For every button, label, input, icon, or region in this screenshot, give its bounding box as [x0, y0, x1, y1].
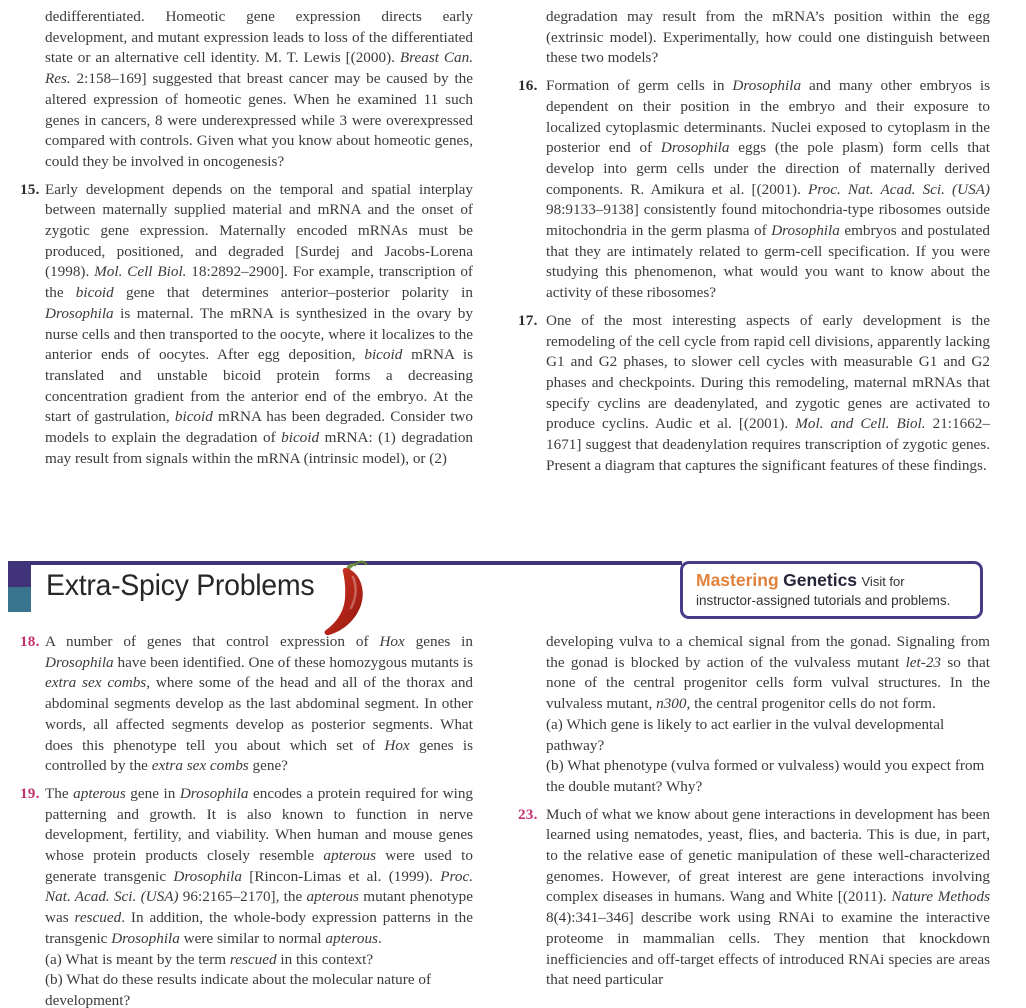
problem-15: [20, 180, 473, 470]
sub-question-b: (b) What phenotype (vulva formed or vulvaless) would you expect from the double mutant? Why?: [546, 757, 985, 795]
problem-text: degradation may result from the mRNA’s position within the egg (extrinsic model). Experimentally, how could one distinguish between these two models?: [546, 8, 990, 67]
mastering-brand-word-2: Genetics: [783, 570, 858, 590]
mastering-brand-word-1: Mastering: [696, 570, 779, 590]
problem-text: Much of what we know about gene interactions in development has been learned using nematodes, yeast, flies, and bacteria. This is due, in part, to the relative ease of genetic manipulation of these well-characterized genomes. However, of great interest are gene interactions involving complex diseases in humans. Wang and White [(2011). Nature Methods 8(4):341–346] describe work using RNAi to examine the interactive proteome in mammalian cells. They mention that knockdown inefficiencies and off-target effects of introduced RNAi species are areas that need particular: [546, 805, 990, 989]
problem-17: [518, 311, 990, 477]
sub-question-b: (b) What do these results indicate about the molecular nature of development?: [45, 971, 432, 1008]
problem-15-continuation: [518, 7, 990, 69]
problem-text: Early development depends on the temporal and spatial interplay between maternally supplied material and mRNA and the onset of zygotic gene expression. Maternally encoded mRNAs must be produced, positioned, and degraded [Surdej and Jacobs-Lorena (1998). Mol. Cell Biol. 18:2892–2900]. For example, transcription of the bicoid gene that determines anterior–posterior polarity in Drosophila is maternal. The mRNA is synthesized in the ovary by nurse cells and then transported to the oocyte, where it localizes to the anterior ends of oocytes. After egg deposition, bicoid mRNA is translated and unstable bicoid protein forms a decreasing concentration gradient from the anterior end of the embryo. At the start of gastrulation, bicoid mRNA has been degraded. Consider two models to explain the degradation of bicoid mRNA: (1) degradation may result from signals within the mRNA (intrinsic model), or (2): [45, 180, 474, 467]
bottom-left-column: [20, 632, 473, 1008]
problem-14-continuation: [20, 7, 473, 173]
problem-number: 19.: [20, 784, 40, 802]
problem-18: [20, 632, 473, 777]
problem-19: [20, 784, 473, 1008]
problem-16: [518, 76, 990, 304]
problem-number: 18.: [20, 633, 40, 650]
problem-text: A number of genes that control expression of Hox genes in Drosophila have been identified. One of these homozygous mutants is extra sex combs, where some of the head and all of the thorax and abdominal segments develop as the last abdominal segment. In other words, all affected segments develop as posterior segments. What does this phenotype tell you about which set of Hox genes is controlled by the extra sex combs gene?: [45, 633, 474, 775]
problems-section-top: [20, 7, 990, 476]
problems-section-extra-spicy: [20, 632, 990, 1008]
sub-question-a: (a) Which gene is likely to act earlier in the vulval developmental pathway?: [546, 715, 945, 754]
mastering-genetics-box: [680, 561, 983, 619]
problem-text: One of the most interesting aspects of early development is the remodeling of the cell cycle from rapid cell divisions, apparently lacking G1 and G2 phases, to slower cell cycles with measurable G1 and G2 phases and checkpoints. During this remodeling, maternal mRNAs that specify cyclins are deadenylated, and zygotic genes are activated to produce cyclins. Audic et al. [(2001). Mol. and Cell. Biol. 21:1662–1671] suggest that deadenylation requires transcription of zygotic genes. Present a diagram that captures the significant features of these findings.: [546, 311, 990, 474]
chili-pepper-icon: [320, 560, 374, 636]
section-title: Extra-Spicy Problems: [46, 569, 315, 602]
problem-number: 17.: [518, 311, 538, 329]
top-right-column: [518, 7, 990, 476]
problem-22-continuation: [518, 632, 990, 798]
problem-number: 15.: [20, 180, 40, 198]
header-square-teal: [8, 587, 31, 612]
mastering-line-2: instructor-assigned tutorials and problems.: [696, 593, 951, 608]
problem-number: 23.: [518, 805, 538, 823]
problem-text: The apterous gene in Drosophila encodes a protein required for wing patterning and growth. It is also known to function in nerve development, fertility, and viability. When human and mouse genes whose protein products closely resemble apterous were used to generate transgenic Drosophila [Rincon-Limas et al. (1999). Proc. Nat. Acad. Sci. (USA) 96:2165–2170], the apterous mutant phenotype was rescued. In addition, the whole-body expression patterns in the transgenic Drosophila were similar to normal apterous.: [45, 784, 474, 947]
mastering-visit-text: Visit for: [861, 574, 905, 589]
problem-text: dedifferentiated. Homeotic gene expression directs early development, and mutant expression leads to loss of the differentiated state or an alternative cell identity. M. T. Lewis [(2000). Breast Can. Res. 2:158–169] suggested that breast cancer may be caused by the altered expression of homeotic genes. When he examined 11 such genes in cancers, 8 were underexpressed while 3 were overexpressed compared with controls. Given what you know about homeotic genes, could they be involved in oncogenesis?: [45, 8, 474, 170]
header-square-purple: [8, 561, 31, 587]
mastering-line-1: [696, 570, 970, 592]
problem-number: 16.: [518, 77, 538, 95]
problem-23: [518, 805, 990, 991]
problem-text: developing vulva to a chemical signal from the gonad. Signaling from the gonad is blocked by action of the vulvaless mutant let-23 so that none of the central progenitor cells form vulval structures. In the vulvaless mutant, n300, the central progenitor cells do not form.: [546, 633, 990, 713]
bottom-right-column: [518, 632, 990, 1008]
problem-text: Formation of germ cells in Drosophila and many other embryos is dependent on their position in the embryo and their exposure to localized cytoplasmic determinants. Nuclei exposed to cytoplasm in the posterior end of Drosophila eggs (the pole plasm) form cells that develop into germ cells under the direction of maternally derived components. R. Amikura et al. [(2001). Proc. Nat. Acad. Sci. (USA) 98:9133–9138] consistently found mitochondria-type ribosomes outside mitochondria in the germ plasma of Drosophila embryos and postulated that they are intimately related to germ-cell specification. If you were studying this phenomenon, what would you want to know about the activity of these ribosomes?: [546, 77, 991, 302]
top-left-column: [20, 7, 473, 476]
sub-question-a: (a) What is meant by the term rescued in this context?: [45, 950, 374, 968]
